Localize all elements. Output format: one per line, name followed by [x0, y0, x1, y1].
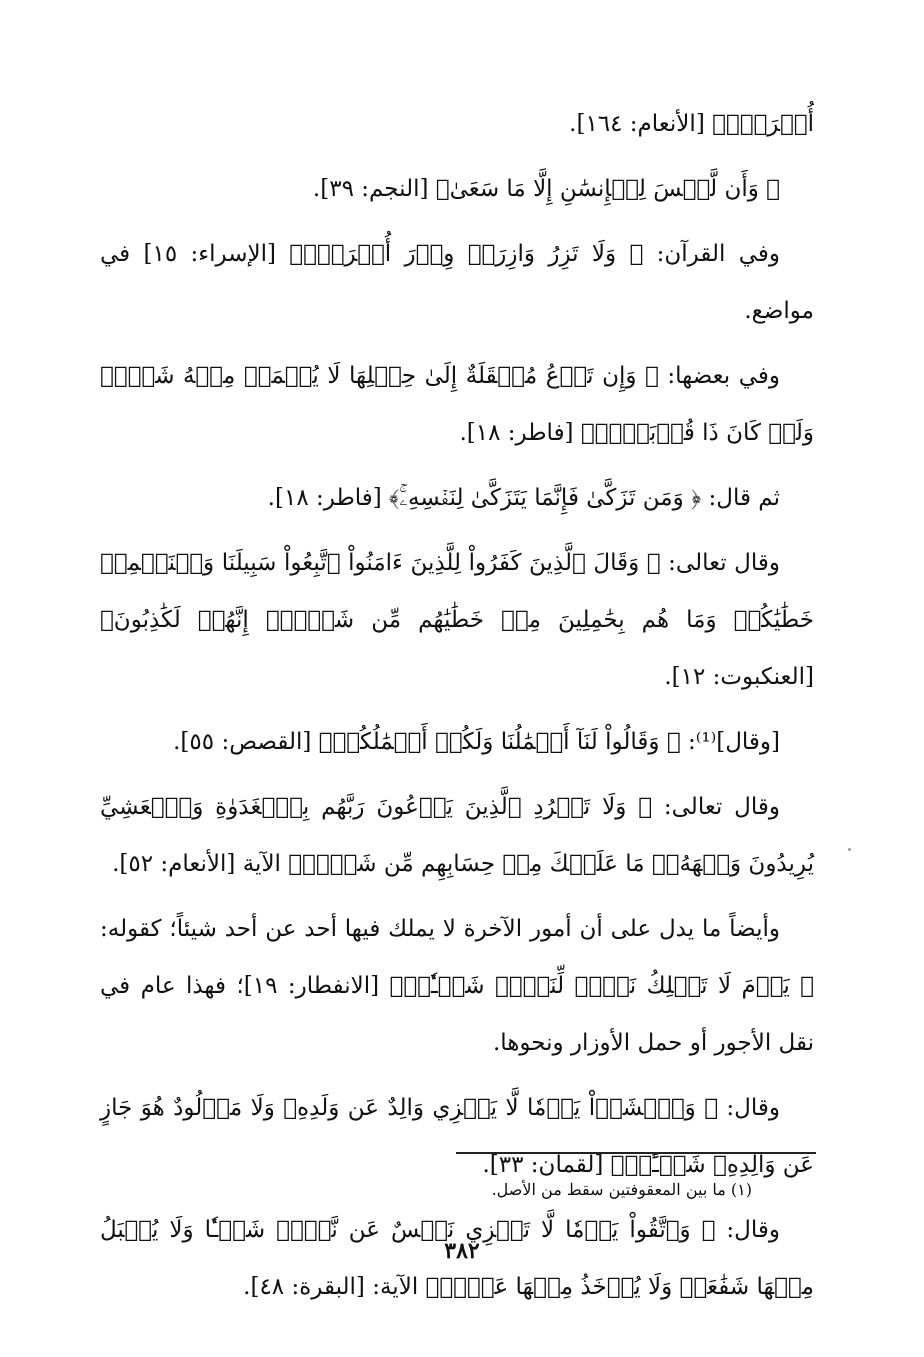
page-number: ٣٨٢: [444, 1238, 480, 1264]
paragraph-baqara-verse: وقال: ﴿ وَٱتَّقُواْ يَوۡمٗا لَّا تَجۡزِي نَفۡسٌ عَن نَّفۡسٖ شَيۡـٔٗا وَلَا يُقۡبَلُ مِنۡهَا شَفَٰعَةٞ وَلَا يُؤۡخَذُ مِنۡهَا عَدۡلٞ﴾ الآية: [البقرة: ٤٨].: [100, 1217, 814, 1300]
paragraph-ankabut-verse: وقال تعالى: ﴿ وَقَالَ ٱلَّذِينَ كَفَرُواْ لِلَّذِينَ ءَامَنُواْ ٱتَّبِعُواْ سَبِيلَنَا وَلۡنَحۡمِلۡ خَطَٰيَٰكُمۡ وَمَا هُم بِحَٰمِلِينَ مِنۡ خَطَٰيَٰهُم مِّن شَيۡءٍۖ إِنَّهُمۡ لَكَٰذِبُونَ﴾ [العنكبوت: ١٢].: [100, 550, 814, 690]
paragraph-continuation: أُخۡرَىٰۚ﴾ [الأنعام: ١٦٤].: [569, 111, 814, 137]
paragraph-anam-verse: وقال تعالى: ﴿ وَلَا تَطۡرُدِ ٱلَّذِينَ يَدۡعُونَ رَبَّهُم بِٱلۡغَدَوٰةِ وَٱلۡعَشِيِّ يُرِيدُونَ وَجۡهَهُۥۖ مَا عَلَيۡكَ مِنۡ حِسَابِهِم مِّن شَيۡءٖ﴾ الآية [الأنعام: ٥٢].: [100, 794, 814, 877]
footnote-divider: [456, 1152, 816, 1154]
paragraph-fatir-verse: وفي بعضها: ﴿ وَإِن تَدۡعُ مُثۡقَلَةٌ إِلَىٰ حِمۡلِهَا لَا يُحۡمَلۡ مِنۡهُ شَيۡءٞ وَلَوۡ كَانَ ذَا قُرۡبَىٰٓۗ﴾ [فاطر: ١٨].: [100, 363, 814, 446]
paragraph-qasas-verse: [وقال]⁽¹⁾: ﴿ وَقَالُواْ لَنَآ أَعۡمَٰلُنَا وَلَكُمۡ أَعۡمَٰلُكُمۡ﴾ [القصص: ٥٥].: [173, 729, 780, 755]
footnote: (١) ما بين المعقوفتين سقط من الأصل.: [491, 1180, 752, 1199]
main-text: [100, 96, 814, 1324]
paragraph-luqman-verse: وقال: ﴿ وَٱخۡشَوۡاْ يَوۡمٗا لَّا يَجۡزِي وَالِدٌ عَن وَلَدِهِۦ وَلَا مَوۡلُودٌ هُوَ جَازٍ عَن وَالِدِهِۦ شَيۡـًٔاۚ﴾ [لقمان: ٣٣].: [100, 1095, 814, 1178]
paragraph-fatir-tazakka: ثم قال: ﴿ وَمَن تَزَكَّىٰ فَإِنَّمَا يَتَزَكَّىٰ لِنَفۡسِهِۦۚ﴾ [فاطر: ١٨].: [267, 485, 780, 511]
scan-speck: [848, 848, 851, 851]
paragraph-isra-verse: وفي القرآن: ﴿ وَلَا تَزِرُ وَازِرَةٞ وِزۡرَ أُخۡرَىٰۚ﴾ [الإسراء: ١٥] في مواضع.: [100, 241, 814, 324]
paragraph-najm-verse: ﴿ وَأَن لَّيۡسَ لِلۡإِنسَٰنِ إِلَّا مَا سَعَىٰ﴾ [النجم: ٣٩].: [312, 176, 780, 202]
paragraph-infitar-verse: وأيضاً ما يدل على أن أمور الآخرة لا يملك فيها أحد عن أحد شيئاً؛ كقوله: ﴿ يَوۡمَ لَا تَمۡلِكُ نَفۡسٞ لِّنَفۡسٖ شَيۡـٔٗاۖ﴾ [الانفطار: ١٩]؛ فهذا عام في نقل الأجور أو حمل الأوزار ونحوها.: [100, 916, 814, 1056]
